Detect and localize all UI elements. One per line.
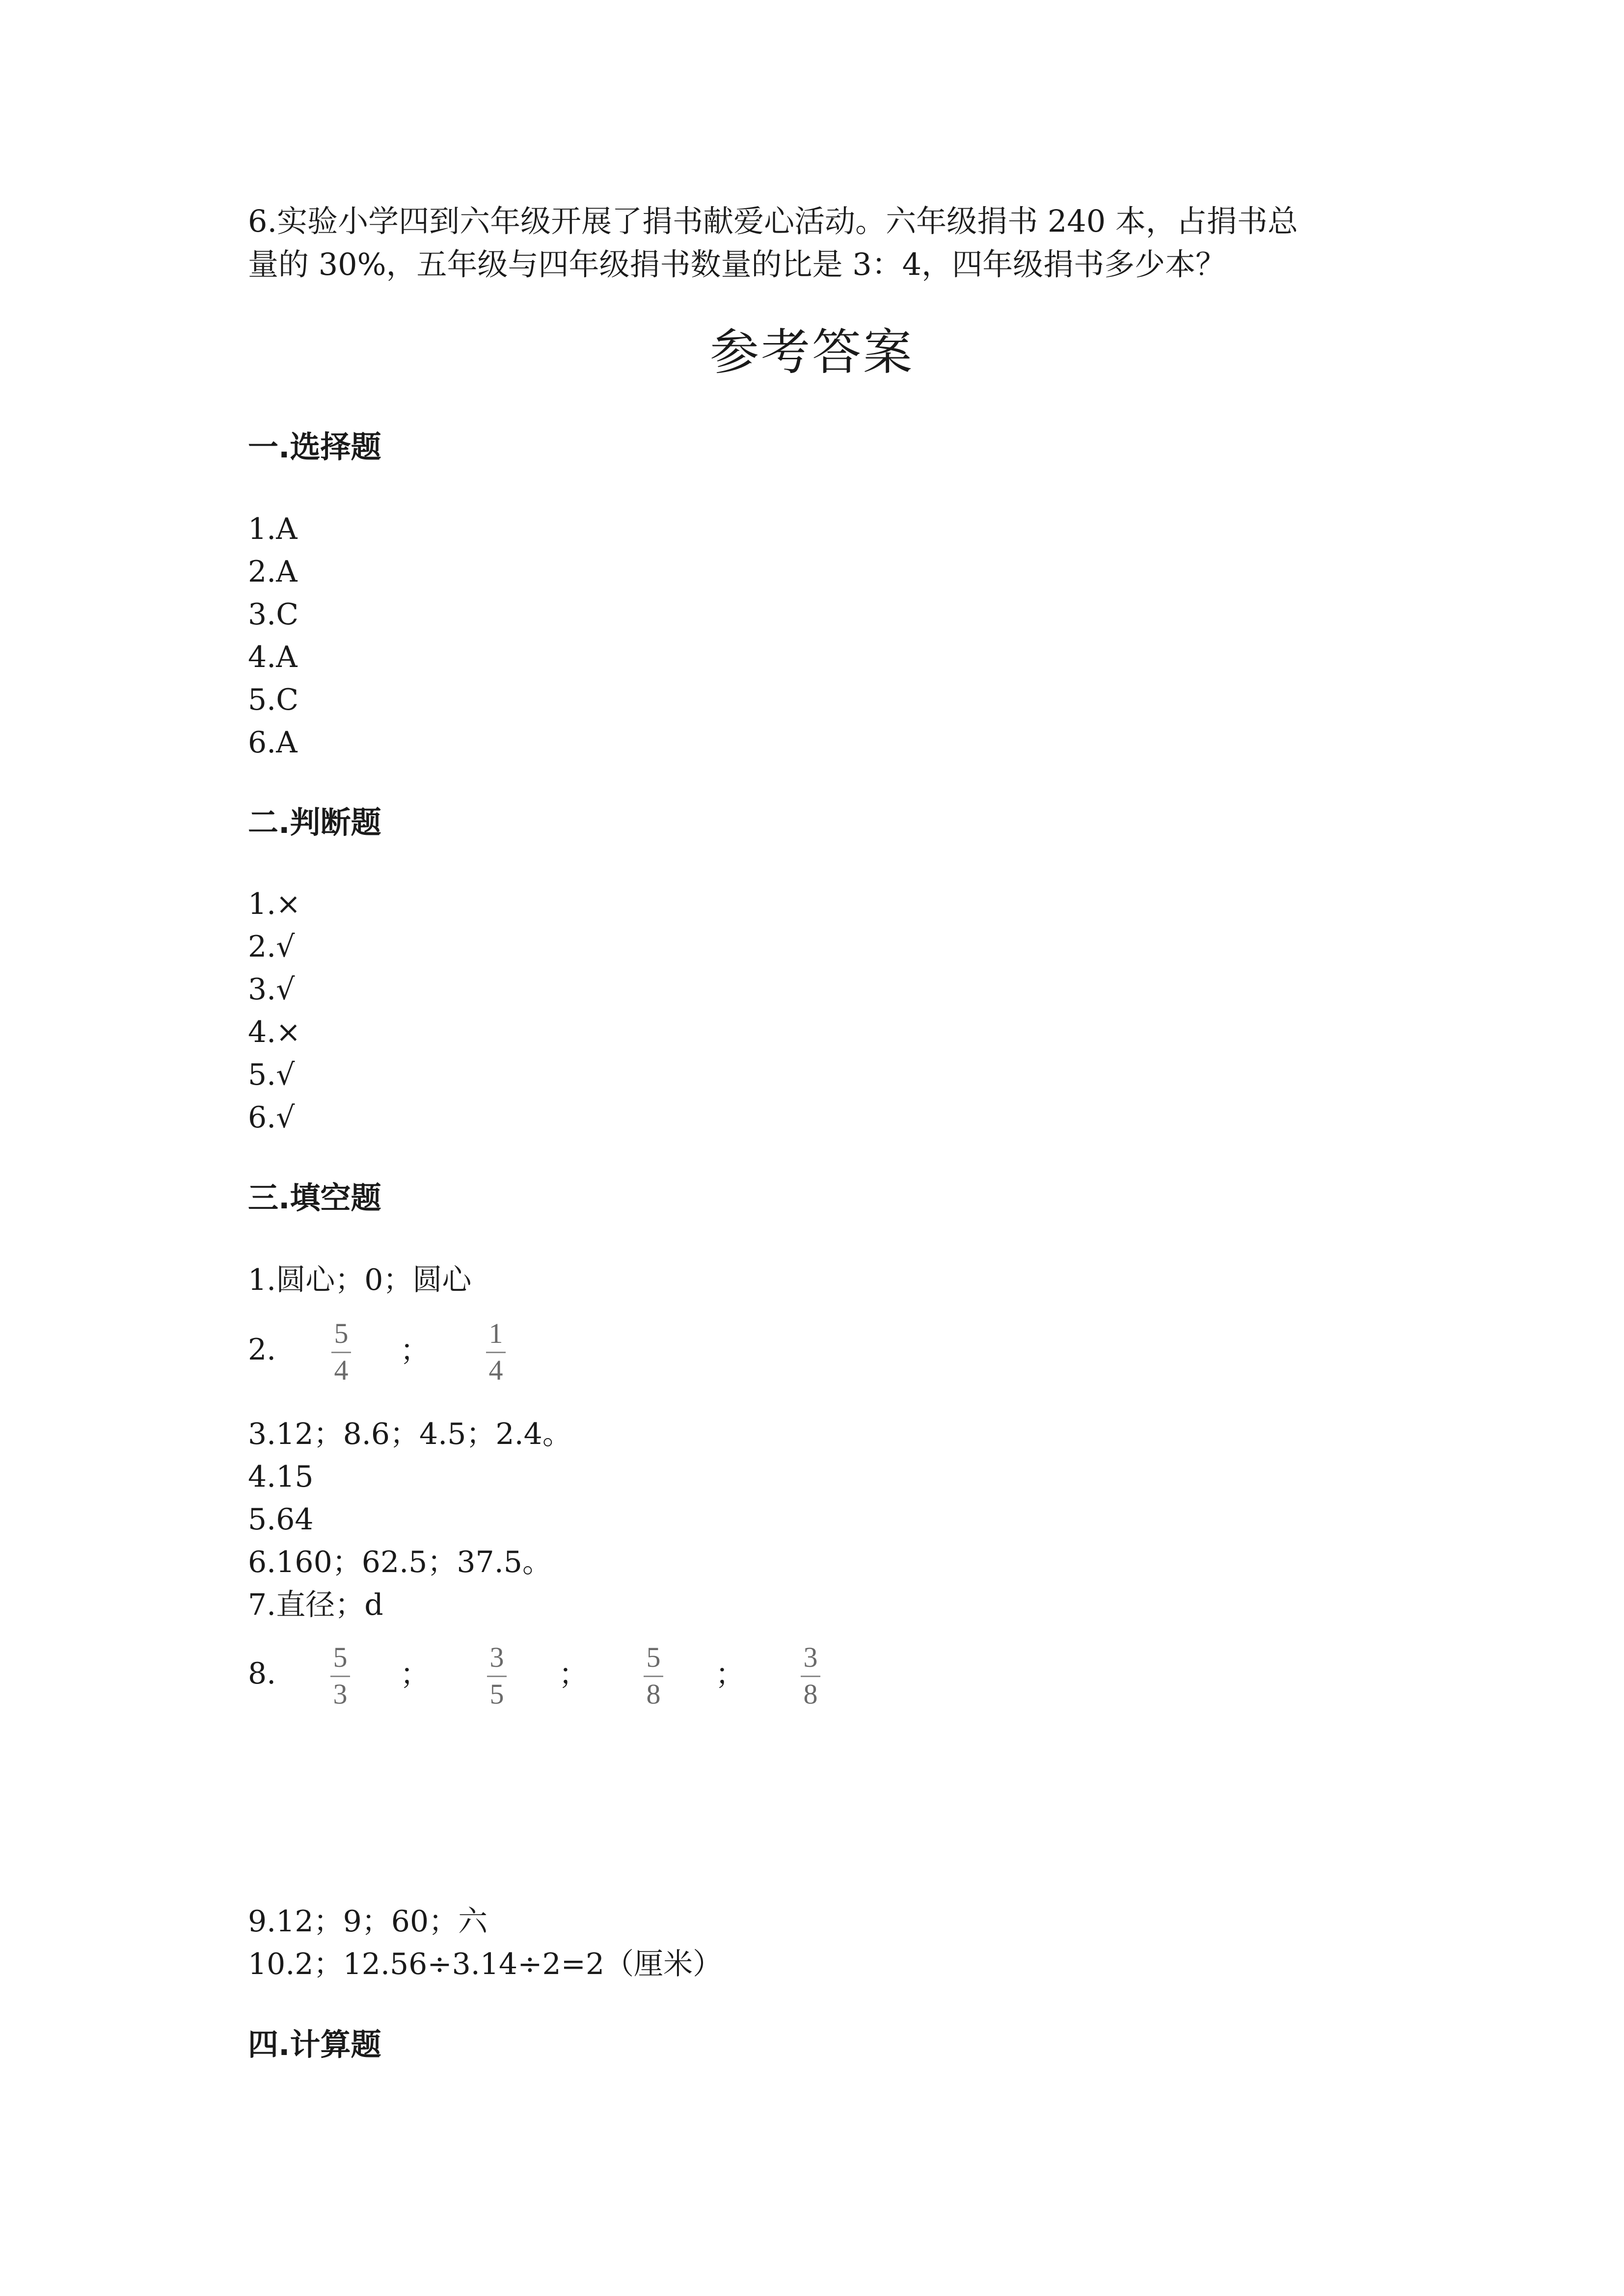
fraction-separator: ；: [400, 1334, 430, 1368]
fill-answer-3: 3.12；8.6；4.5；2.4。: [248, 1417, 572, 1451]
fill-answer-10: 10.2；12.56÷3.14÷2=2（厘米）: [248, 1947, 723, 1981]
judgement-answer-4: 4.×: [248, 1015, 301, 1049]
fraction-bar: [644, 1676, 663, 1677]
judgement-answer-6: 6.√: [248, 1100, 295, 1135]
choice-answer-3: 3.C: [248, 597, 299, 632]
fraction-bar: [331, 1352, 351, 1353]
fraction-numerator: 5: [646, 1641, 661, 1673]
fraction-numerator: 3: [489, 1641, 504, 1673]
choice-answer-4: 4.A: [248, 640, 298, 674]
fill-answer-6: 6.160；62.5；37.5。: [248, 1545, 552, 1579]
choice-answer-5: 5.C: [248, 683, 299, 717]
section-heading-calculation: 四.计算题: [248, 2027, 381, 2062]
fraction-denominator: 4: [334, 1354, 349, 1386]
judgement-answer-3: 3.√: [248, 972, 295, 1007]
choice-answer-6: 6.A: [248, 725, 298, 760]
fraction-3-8: [801, 1643, 820, 1709]
section-heading-fill-blank: 三.填空题: [248, 1180, 381, 1216]
question-line-2: 量的 30%，五年级与四年级捐书数量的比是 3：4，四年级捐书多少本？: [248, 246, 1226, 282]
judgement-answer-1: 1.×: [248, 887, 301, 921]
fraction-bar: [487, 1676, 507, 1677]
fraction-separator: ；: [559, 1657, 588, 1692]
section-heading-choice: 一.选择题: [248, 429, 381, 465]
choice-answer-1: 1.A: [248, 512, 298, 546]
fill-answer-9: 9.12；9；60；六: [248, 1904, 488, 1939]
question-line-1: 6.实验小学四到六年级开展了捐书献爱心活动。六年级捐书 240 本，占捐书总: [248, 203, 1298, 239]
fraction-bar: [801, 1676, 820, 1677]
fraction-numerator: 5: [333, 1641, 348, 1673]
fraction-separator: ；: [400, 1657, 430, 1692]
section-heading-judgement: 二.判断题: [248, 804, 381, 840]
fill-answer-7: 7.直径；d: [248, 1588, 383, 1622]
fraction-5-8: [644, 1643, 663, 1709]
fraction-5-3: [330, 1643, 350, 1709]
fraction-bar: [330, 1676, 350, 1677]
answer-title: 参考答案: [710, 323, 914, 381]
fraction-1-4: [486, 1319, 506, 1385]
judgement-answer-5: 5.√: [248, 1058, 295, 1092]
choice-answer-2: 2.A: [248, 555, 298, 589]
judgement-answer-2: 2.√: [248, 930, 295, 964]
fraction-denominator: 8: [803, 1678, 818, 1710]
fraction-numerator: 5: [334, 1317, 349, 1349]
fill-answer-1: 1.圆心；0；圆心: [248, 1263, 472, 1297]
fraction-numerator: 1: [488, 1317, 503, 1349]
fraction-denominator: 5: [489, 1678, 504, 1710]
fill-answer-5: 5.64: [248, 1502, 314, 1537]
fraction-denominator: 8: [646, 1678, 661, 1710]
fill-answer-4: 4.15: [248, 1460, 314, 1494]
fill-answer-2-label: 2.: [248, 1333, 276, 1367]
fraction-separator: ；: [715, 1657, 745, 1692]
fill-answer-8-label: 8.: [248, 1656, 276, 1691]
fraction-3-5: [487, 1643, 507, 1709]
fraction-denominator: 3: [333, 1678, 348, 1710]
fraction-numerator: 3: [803, 1641, 818, 1673]
fraction-bar: [486, 1352, 506, 1353]
fraction-denominator: 4: [488, 1354, 503, 1386]
fraction-5-4: [331, 1319, 351, 1385]
